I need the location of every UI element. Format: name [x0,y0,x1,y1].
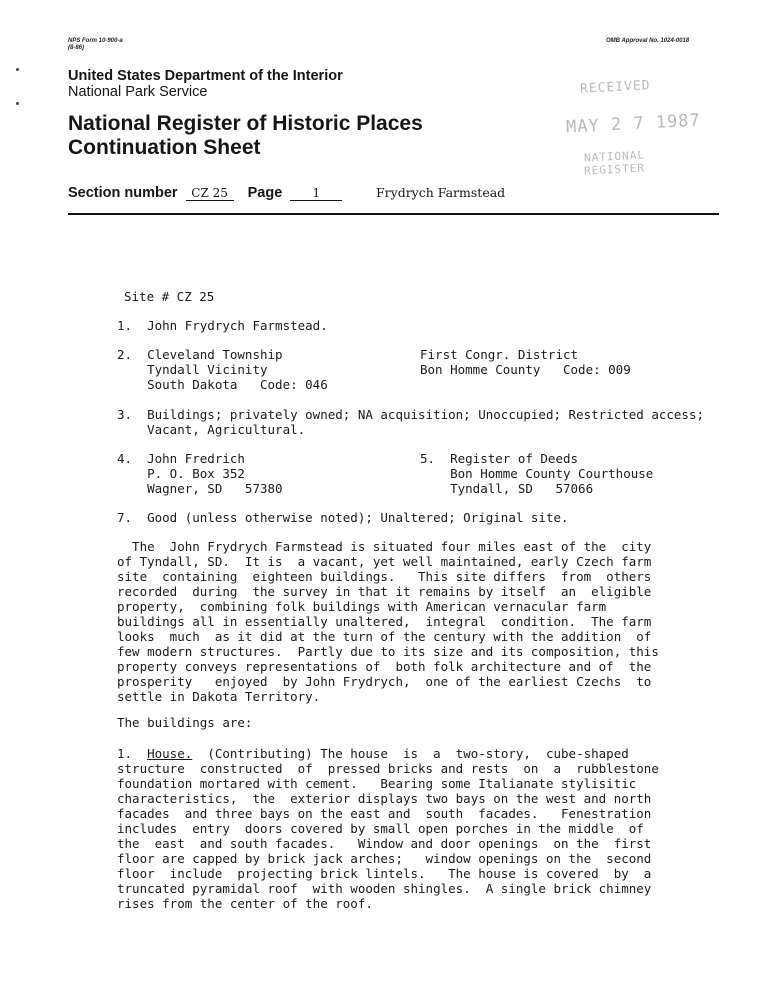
site-number: Site # CZ 25 [124,289,215,304]
house-line: structure constructed of pressed bricks and rests on a rubblestone [117,761,659,776]
house-first-line [117,746,659,761]
item-5-line: 5. Register of Deeds [420,451,579,466]
house-line: floor are capped by brick jack arches; window openings on the second [117,851,652,866]
paragraph-line: prosperity enjoyed by John Frydrych, one of the earliest Czechs to [117,674,652,689]
item-5-line: Tyndall, SD 57066 [420,481,594,496]
item-3 [117,407,704,437]
item-4-line: Wagner, SD 57380 [117,481,283,496]
item-2-right [420,347,631,377]
page-label: Page [247,185,283,201]
margin-mark [16,102,19,105]
item-2-left [117,347,328,392]
section-line [68,185,342,201]
paragraph-line: property, combining folk buildings with American vernacular farm [117,599,607,614]
property-name: Frydrych Farmstead [376,185,506,200]
house-line: floor include projecting brick lintels. The house is covered by a [117,866,652,881]
item-7: 7. Good (unless otherwise noted); Unaltered; Original site. [117,510,569,525]
form-number: NPS Form 10-900-a [68,38,123,44]
form-date: (8-86) [68,45,85,51]
item-3-line: 3. Buildings; privately owned; NA acquisition; Unoccupied; Restricted access; [117,407,704,422]
page-subtitle: Continuation Sheet [68,136,261,159]
paragraph-line: recorded during the survey in that it remains by itself an eligible [117,584,652,599]
stamp-date: MAY 2 7 1987 [565,110,702,138]
paragraph-line: looks much as it did at the turn of the century with the addition of [117,629,652,644]
item-2-line: 2. Cleveland Township [117,347,283,362]
margin-mark [16,68,19,71]
house-heading: House. [147,746,193,761]
header-rule [68,213,719,215]
section-number-value: CZ 25 [186,186,234,201]
house-number: 1. [117,746,148,761]
item-2-line: Tyndall Vicinity [117,362,268,377]
service-name: National Park Service [68,84,208,100]
item-2-line: Bon Homme County Code: 009 [420,362,631,377]
house-line: includes entry doors covered by small open porches in the middle of [117,821,644,836]
item-3-line: Vacant, Agricultural. [117,422,306,437]
item-4 [117,451,283,496]
section-number-label: Section number [68,185,178,201]
house-line: truncated pyramidal roof with wooden shingles. A single brick chimney [117,881,652,896]
house-line: characteristics, the exterior displays two bays on the west and north [117,791,652,806]
paragraph-line: few modern structures. Partly due to its size and its composition, this [117,644,659,659]
house-line: foundation mortared with cement. Bearing some Italianate stylisitic [117,776,637,791]
description-paragraph [117,539,659,704]
house-line: the east and south facades. Window and door openings on the first [117,836,652,851]
paragraph-line: buildings all in essentially unaltered, integral condition. The farm [117,614,652,629]
page-title: National Register of Historic Places [68,112,423,135]
omb-approval: OMB Approval No. 1024-0018 [606,38,690,44]
item-5 [420,451,653,496]
buildings-intro: The buildings are: [117,715,253,730]
stamp-received: RECEIVED [579,78,651,97]
item-4-line: 4. John Fredrich [117,451,245,466]
page-number-value: 1 [290,186,342,201]
item-2-line: South Dakota Code: 046 [117,377,328,392]
stamp-register: REGISTER [583,161,646,178]
paragraph-line: The John Frydrych Farmstead is situated four miles east of the city [117,539,652,554]
house-first-line-text: (Contributing) The house is a two-story, cube-shaped [192,746,629,761]
house-description [117,746,659,911]
item-5-line: Bon Homme County Courthouse [420,466,654,481]
house-line: facades and three bays on the east and south facades. Fenestration [117,806,652,821]
paragraph-line: of Tyndall, SD. It is a vacant, yet well maintained, early Czech farm [117,554,652,569]
paragraph-line: site containing eighteen buildings. This site differs from others [117,569,652,584]
item-2-line: First Congr. District [420,347,579,362]
item-4-line: P. O. Box 352 [117,466,245,481]
paragraph-line: settle in Dakota Territory. [117,689,321,704]
item-1: 1. John Frydrych Farmstead. [117,318,328,333]
paragraph-line: property conveys representations of both folk architecture and of the [117,659,652,674]
stamp-national: NATIONAL [583,148,646,165]
house-line: rises from the center of the roof. [117,896,373,911]
department-name: United States Department of the Interior [68,68,343,84]
